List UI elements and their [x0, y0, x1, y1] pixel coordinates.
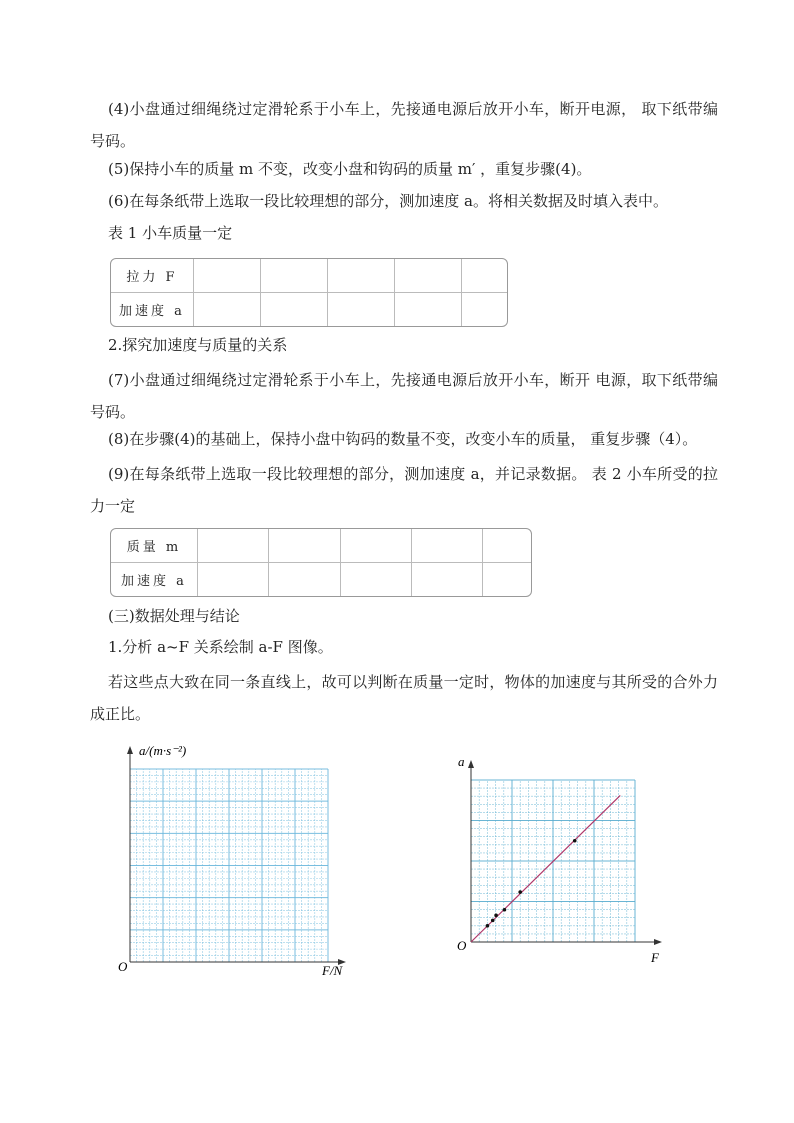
- section-2-heading: 2.探究加速度与质量的关系: [108, 336, 288, 354]
- row-label: 拉力 F: [111, 259, 194, 293]
- data-point: [503, 908, 507, 912]
- step-7: (7)小盘通过细绳绕过定滑轮系于小车上，先接通电源后放开小车，断开 电源，取下纸带编号码。: [90, 371, 718, 421]
- section-3-heading: (三)数据处理与结论: [108, 607, 240, 625]
- origin-label: O: [457, 938, 467, 953]
- step-9: (9)在每条纸带上选取一段比较理想的部分，测加速度 a，并记录数据。 表 2 小车所受的拉力一定: [90, 465, 718, 515]
- y-axis-label: a: [458, 754, 465, 769]
- row-label: 加速度 a: [111, 563, 198, 596]
- step-4: (4)小盘通过细绳绕过定滑轮系于小车上，先接通电源后放开小车，断开电源， 取下纸带编号码。: [90, 100, 718, 150]
- x-axis-label: F: [651, 950, 659, 965]
- data-point: [486, 924, 490, 928]
- data-point: [518, 890, 522, 894]
- conclusion-text: 若这些点大致在同一条直线上，故可以判断在质量一定时，物体的加速度与其所受的合外力成正比。: [90, 673, 718, 723]
- analysis-text: 1.分析 a~F 关系绘制 a-F 图像。: [108, 638, 333, 656]
- step-5: (5)保持小车的质量 m 不变，改变小盘和钩码的质量 m′ ，重复步骤(4)。: [108, 160, 592, 178]
- data-point: [491, 919, 495, 923]
- step-6: (6)在每条纸带上选取一段比较理想的部分，测加速度 a。将相关数据及时填入表中。: [108, 192, 668, 210]
- origin-label: O: [118, 959, 128, 974]
- row-label: 加速度 a: [111, 293, 194, 326]
- x-axis-label: F/N: [322, 963, 343, 978]
- table1-caption: 表 1 小车质量一定: [108, 224, 233, 242]
- data-point: [573, 839, 577, 843]
- row-label: 质量 m: [111, 529, 198, 563]
- step-8: (8)在步骤(4)的基础上，保持小盘中钩码的数量不变，改变小车的质量， 重复步骤（4）。: [108, 430, 698, 448]
- data-point: [494, 914, 498, 918]
- y-axis-label: a/(m·s⁻²): [139, 743, 187, 758]
